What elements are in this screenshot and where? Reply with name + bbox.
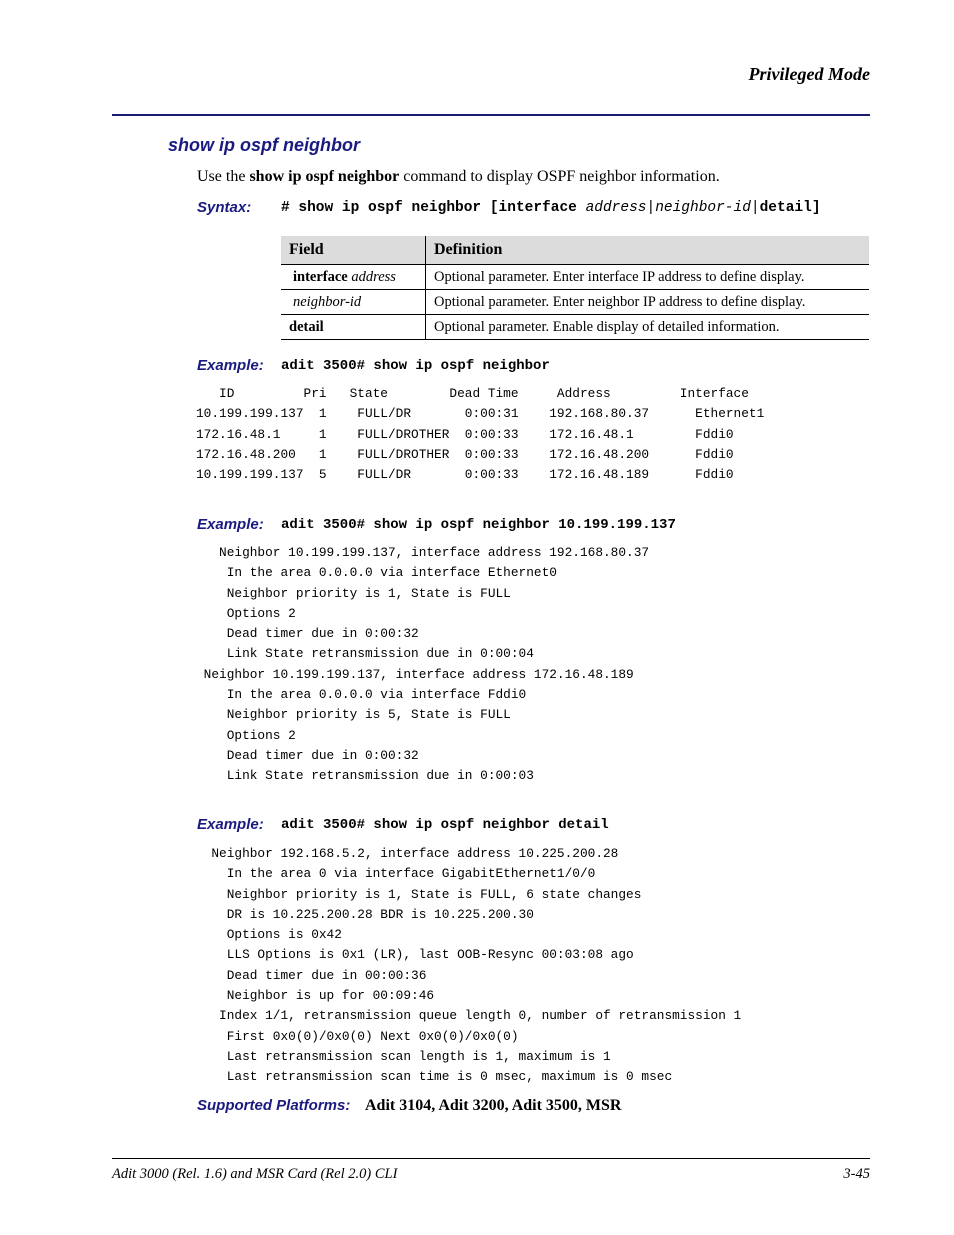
- example-command: adit 3500# show ip ospf neighbor 10.199.199.137: [281, 517, 676, 533]
- syntax-arg-neighbor-id: neighbor-id: [655, 200, 751, 216]
- example-command: adit 3500# show ip ospf neighbor detail: [281, 817, 609, 833]
- field-italic: address: [347, 268, 396, 285]
- intro-prefix: Use the: [197, 168, 250, 185]
- example-label: Example:: [197, 816, 264, 833]
- example-label: Example:: [197, 516, 264, 533]
- example-label: Example:: [197, 357, 264, 374]
- platforms-label: Supported Platforms:: [197, 1097, 351, 1114]
- header-divider: [112, 114, 870, 116]
- intro-paragraph: [197, 168, 720, 186]
- syntax-label: Syntax:: [197, 199, 252, 216]
- running-header: Privileged Mode: [748, 64, 870, 84]
- syntax-arg-address: address: [585, 200, 647, 216]
- intro-command: show ip ospf neighbor: [249, 168, 400, 185]
- parameter-table: [281, 236, 869, 340]
- section-title: show ip ospf neighbor: [168, 135, 360, 155]
- table-cell-definition: Optional parameter. Enter neighbor IP address to define display.: [426, 290, 870, 315]
- example-output: ID Pri State Dead Time Address Interface 10.199.199.137 1 FULL/DR 0:00:31 192.168.80.37 Ethernet1 172.16.48.1 1 FULL/DROTHER 0:00:33 172.16.48.1 Fddi0 172.16.48.200 1 FULL/DROTHER 0:00:33 172.16.48.200 Fddi0 10.199.199.137 5 FULL/DR 0:00:33 172.16.48.189 Fddi0: [196, 386, 765, 483]
- table-row: [281, 290, 869, 315]
- field-bold: interface: [293, 268, 348, 285]
- page-number: 3-45: [843, 1166, 870, 1182]
- example-output: Neighbor 192.168.5.2, interface address 10.225.200.28 In the area 0 via interface GigabitEthernet1/0/0 Neighbor priority is 1, State is FULL, 6 state changes DR is 10.225.200.28 BDR is 10.225.200.30 Options is 0x42 LLS Options is 0x1 (LR), last OOB-Resync 00:03:08 ago Dead timer due in 00:00:36 Neighbor is up for 00:09:46 Index 1/1, retransmission queue length 0, number of retransmission 1 First 0x0(0)/0x0(0) Next 0x0(0)/0x0(0) Last retransmission scan length is 1, maximum is 1 Last retransmission scan time is 0 msec, maximum is 0 msec: [211, 846, 742, 1085]
- platforms-value: Adit 3104, Adit 3200, Adit 3500, MSR: [365, 1097, 622, 1114]
- example-output: Neighbor 10.199.199.137, interface address 192.168.80.37 In the area 0.0.0.0 via interface Ethernet0 Neighbor priority is 1, State is FULL Options 2 Dead timer due in 0:00:32 Link State retransmission due in 0:00:04 Neighbor 10.199.199.137, interface address 172.16.48.189 In the area 0.0.0.0 via interface Fddi0 Neighbor priority is 5, State is FULL Options 2 Dead timer due in 0:00:32 Link State retransmission due in 0:00:03: [203, 545, 650, 784]
- syntax-sep-1: |: [646, 200, 656, 216]
- syntax-cmd-end: detail]: [759, 200, 821, 216]
- field-italic: neighbor-id: [293, 293, 362, 310]
- table-header-row: [281, 236, 869, 265]
- table-header-field: Field: [281, 236, 426, 265]
- footer-divider: [112, 1158, 870, 1159]
- syntax-command: [281, 200, 821, 216]
- example-command: adit 3500# show ip ospf neighbor: [281, 358, 550, 374]
- table-cell-field: [281, 290, 426, 315]
- table-cell-field: [281, 265, 426, 290]
- table-row: [281, 315, 869, 340]
- field-bold: detail: [289, 318, 324, 335]
- syntax-cmd-start: # show ip ospf neighbor [interface: [281, 200, 586, 216]
- table-cell-definition: Optional parameter. Enable display of detailed information.: [426, 315, 870, 340]
- intro-suffix: command to display OSPF neighbor information.: [399, 168, 720, 185]
- table-row: [281, 265, 869, 290]
- syntax-sep-2: |: [750, 200, 760, 216]
- footer-title: Adit 3000 (Rel. 1.6) and MSR Card (Rel 2.0) CLI: [112, 1166, 398, 1182]
- table-cell-field: [281, 315, 426, 340]
- table-cell-definition: Optional parameter. Enter interface IP address to define display.: [426, 265, 870, 290]
- table-header-definition: Definition: [426, 236, 870, 265]
